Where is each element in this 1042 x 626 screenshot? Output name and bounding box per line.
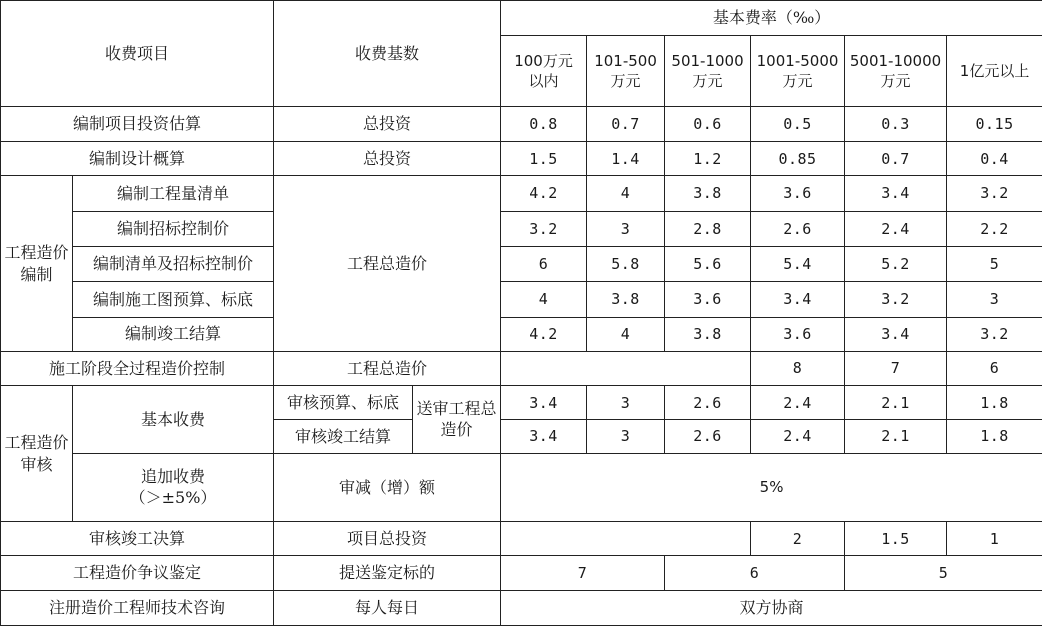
row-base-compile: 工程总造价 [274, 176, 501, 351]
rate-cell: 3 [587, 386, 665, 420]
rate-cell: 3.8 [665, 176, 751, 211]
header-item: 收费项目 [1, 1, 274, 107]
rate-cell: 3.8 [665, 317, 751, 351]
audit-base-shared: 送审工程总造价 [413, 386, 501, 454]
row-label: 编制设计概算 [1, 142, 274, 176]
rate-cell: 0.7 [587, 106, 665, 141]
rate-cell: 7 [845, 351, 947, 385]
row-label: 编制项目投资估算 [1, 106, 274, 141]
rate-cell: 2.4 [751, 420, 845, 453]
row-base: 项目总投资 [274, 522, 501, 556]
rate-cell: 5.2 [845, 246, 947, 281]
row-compile-3 [1, 246, 1042, 281]
rate-cell: 3.4 [845, 176, 947, 211]
rate-cell: 6 [665, 556, 845, 590]
audit-extra-rate: 5% [501, 453, 1042, 522]
row-label: 编制工程量清单 [73, 176, 274, 211]
row-compile-1 [1, 176, 1042, 211]
row-audit-1 [1, 386, 1042, 420]
row-dispute [1, 556, 1042, 590]
audit-extra-base: 审减（增）额 [274, 453, 501, 522]
rate-cell: 0.7 [845, 142, 947, 176]
rate-cell: 1 [947, 522, 1042, 556]
row-label: 编制招标控制价 [73, 211, 274, 246]
rate-cell-empty [501, 351, 751, 385]
rate-cell: 3 [587, 211, 665, 246]
rate-cell: 2.6 [751, 211, 845, 246]
rate-cell: 3.2 [501, 211, 587, 246]
rate-cell: 5.4 [751, 246, 845, 281]
row-label: 注册造价工程师技术咨询 [1, 590, 274, 625]
row-label: 编制施工图预算、标底 [73, 282, 274, 317]
rate-cell: 5 [947, 246, 1042, 281]
rate-cell: 3 [587, 420, 665, 453]
row-compile-2 [1, 211, 1042, 246]
rate-cell: 4 [501, 282, 587, 317]
row-label: 工程造价争议鉴定 [1, 556, 274, 590]
row-base: 总投资 [274, 142, 501, 176]
rate-cell: 0.4 [947, 142, 1042, 176]
row-budget [1, 142, 1042, 176]
rate-cell: 1.2 [665, 142, 751, 176]
rate-cell: 3.4 [845, 317, 947, 351]
rate-cell: 2 [751, 522, 845, 556]
row-label: 编制清单及招标控制价 [73, 246, 274, 281]
rate-cell: 0.15 [947, 106, 1042, 141]
row-label: 审核竣工决算 [1, 522, 274, 556]
row-compile-5 [1, 317, 1042, 351]
header-range-6: 1亿元以上 [947, 36, 1042, 107]
row-base: 总投资 [274, 106, 501, 141]
rate-cell: 5.6 [665, 246, 751, 281]
rate-cell-empty [501, 522, 751, 556]
header-row-1 [1, 1, 1042, 36]
rate-cell: 2.6 [665, 386, 751, 420]
rate-cell: 1.8 [947, 420, 1042, 453]
header-range-1: 100万元 以内 [501, 36, 587, 107]
rate-cell: 4.2 [501, 176, 587, 211]
rate-cell: 0.8 [501, 106, 587, 141]
rate-cell: 0.3 [845, 106, 947, 141]
rate-cell: 5.8 [587, 246, 665, 281]
row-audit-extra [1, 453, 1042, 522]
rate-cell: 3.2 [947, 317, 1042, 351]
row-final-audit [1, 522, 1042, 556]
rate-cell: 7 [501, 556, 665, 590]
header-range-3: 501-1000 万元 [665, 36, 751, 107]
rate-cell: 1.4 [587, 142, 665, 176]
row-label: 审核竣工结算 [274, 420, 413, 453]
rate-cell: 5 [845, 556, 1042, 590]
rate-cell: 2.8 [665, 211, 751, 246]
extra-note: （＞±5%） [129, 488, 217, 508]
rate-cell: 2.4 [845, 211, 947, 246]
rate-cell: 3.4 [501, 420, 587, 453]
rate-cell-negotiated: 双方协商 [501, 590, 1042, 625]
rate-cell: 3 [947, 282, 1042, 317]
row-compile-4 [1, 282, 1042, 317]
rate-cell: 0.6 [665, 106, 751, 141]
rate-cell: 3.4 [751, 282, 845, 317]
row-consult [1, 590, 1042, 625]
group-label-compile: 工程造价编制 [1, 176, 73, 351]
rate-cell: 3.2 [947, 176, 1042, 211]
rate-cell: 2.2 [947, 211, 1042, 246]
header-rate-group: 基本费率（‰） [501, 1, 1042, 36]
rate-cell: 6 [947, 351, 1042, 385]
rate-cell: 3.2 [845, 282, 947, 317]
rate-cell: 2.1 [845, 386, 947, 420]
row-label: 施工阶段全过程造价控制 [1, 351, 274, 385]
rate-cell: 6 [501, 246, 587, 281]
audit-extra-label [73, 453, 274, 522]
rate-cell: 4 [587, 317, 665, 351]
row-base: 工程总造价 [274, 351, 501, 385]
rate-cell: 1.5 [501, 142, 587, 176]
row-base: 提送鉴定标的 [274, 556, 501, 590]
rate-cell: 3.6 [751, 317, 845, 351]
rate-cell: 2.1 [845, 420, 947, 453]
rate-cell: 2.4 [751, 386, 845, 420]
header-range-5: 5001-10000 万元 [845, 36, 947, 107]
group-label-audit: 工程造价审核 [1, 386, 73, 522]
row-control [1, 351, 1042, 385]
rate-cell: 0.85 [751, 142, 845, 176]
rate-cell: 3.8 [587, 282, 665, 317]
rate-cell: 3.6 [751, 176, 845, 211]
row-base: 每人每日 [274, 590, 501, 625]
rate-cell: 3.6 [665, 282, 751, 317]
rate-cell: 4 [587, 176, 665, 211]
rate-cell: 1.5 [845, 522, 947, 556]
rate-cell: 2.6 [665, 420, 751, 453]
rate-cell: 4.2 [501, 317, 587, 351]
extra-label: 追加收费 [141, 466, 206, 486]
header-range-4: 1001-5000 万元 [751, 36, 845, 107]
header-base: 收费基数 [274, 1, 501, 107]
rate-cell: 8 [751, 351, 845, 385]
rate-cell: 1.8 [947, 386, 1042, 420]
audit-basic-label: 基本收费 [73, 386, 274, 454]
header-range-2: 101-500 万元 [587, 36, 665, 107]
row-label: 编制竣工结算 [73, 317, 274, 351]
row-estimate [1, 106, 1042, 141]
row-label: 审核预算、标底 [274, 386, 413, 420]
rate-cell: 3.4 [501, 386, 587, 420]
rate-cell: 0.5 [751, 106, 845, 141]
